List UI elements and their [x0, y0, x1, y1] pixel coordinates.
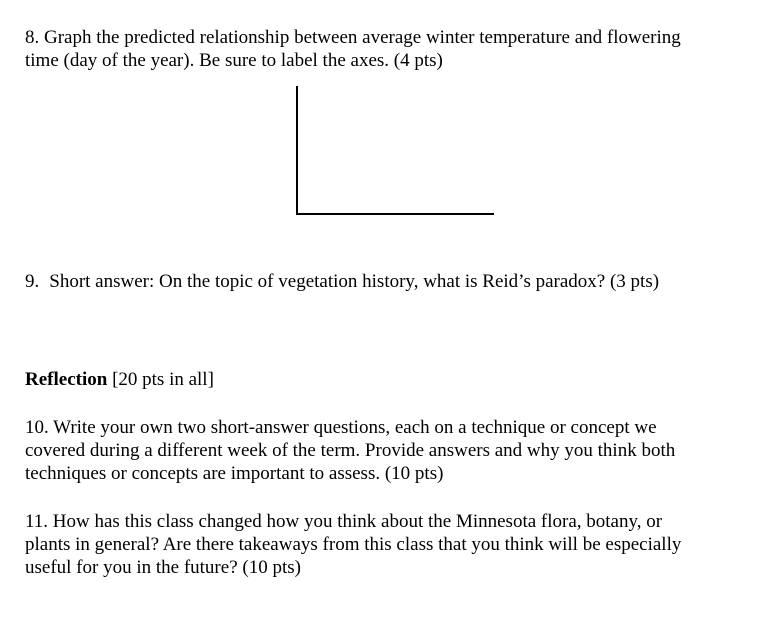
- question-9: [25, 270, 745, 293]
- question-8: [25, 26, 745, 72]
- reflection-title: Reflection: [25, 369, 108, 390]
- question-8-line-2: time (day of the year). Be sure to label the axes. (4 pts): [25, 50, 443, 71]
- question-10-line-1: 10. Write your own two short-answer questions, each on a technique or concept we: [25, 417, 657, 438]
- question-11-line-1: 11. How has this class changed how you think about the Minnesota flora, botany, or: [25, 511, 663, 532]
- question-10-line-3: techniques or concepts are important to assess. (10 pts): [25, 463, 444, 484]
- question-9-number: 9.: [25, 271, 40, 292]
- question-8-line-1: 8. Graph the predicted relationship between average winter temperature and flowering: [25, 27, 681, 48]
- question-11-line-2: plants in general? Are there takeaways from this class that you think will be especially: [25, 534, 682, 555]
- reflection-heading: [25, 368, 745, 391]
- question-9-text: Short answer: On the topic of vegetation history, what is Reid’s paradox? (3 pts): [49, 271, 660, 292]
- question-11: [25, 510, 745, 579]
- reflection-points: [20 pts in all]: [107, 369, 214, 390]
- blank-graph-axes: [290, 84, 500, 224]
- question-11-line-3: useful for you in the future? (10 pts): [25, 557, 301, 578]
- question-10: [25, 416, 745, 485]
- question-10-line-2: covered during a different week of the term. Provide answers and why you think both: [25, 440, 676, 461]
